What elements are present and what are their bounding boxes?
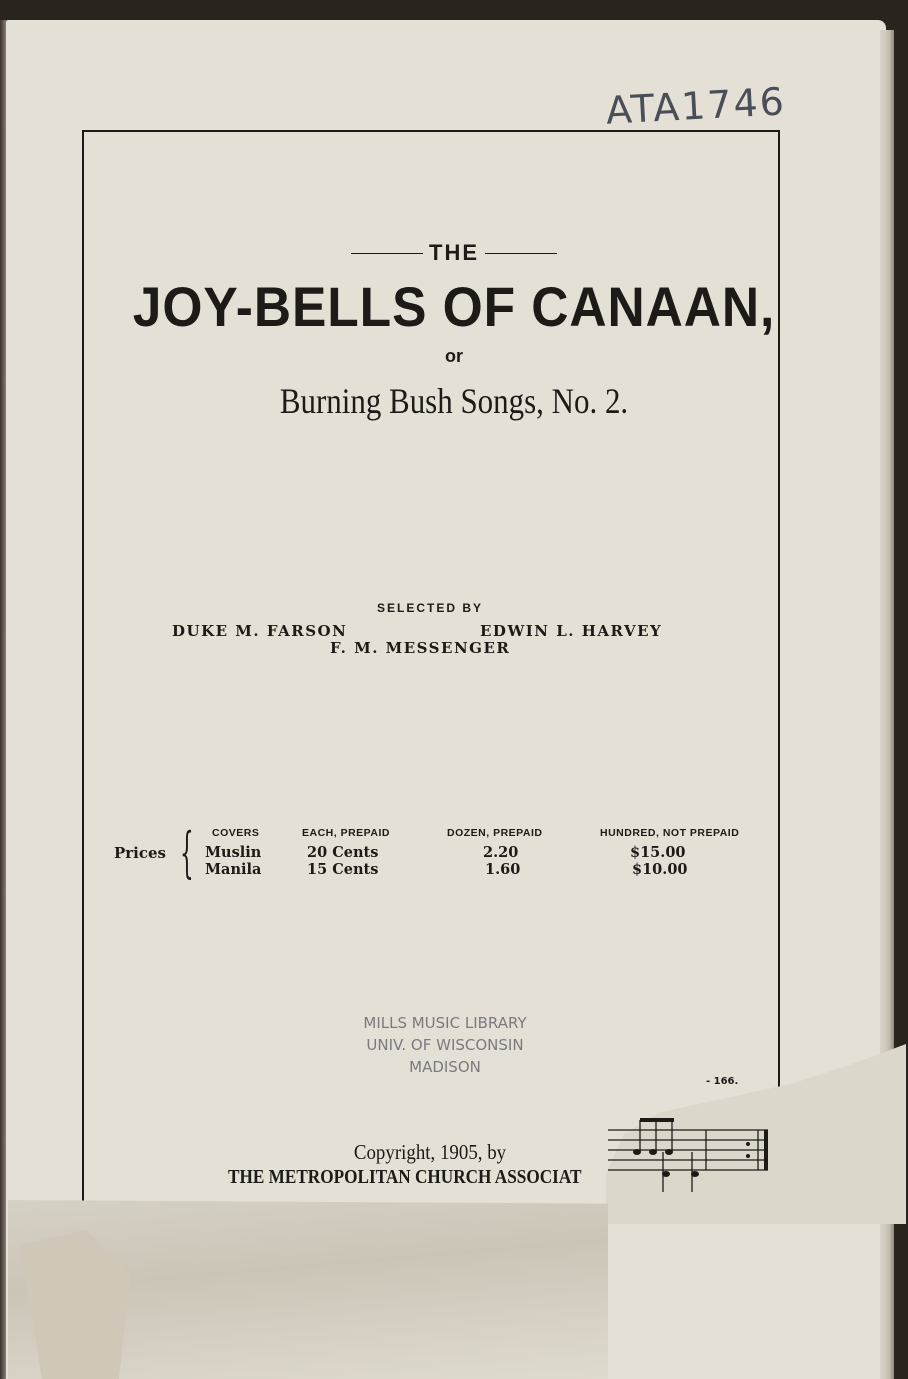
torn-fragment-text: - 166.	[706, 1076, 739, 1087]
editor-harvey: EDWIN L. HARVEY	[480, 622, 663, 640]
stamp-line: MADISON	[409, 1058, 481, 1076]
price-cell: 20 Cents	[307, 844, 379, 861]
library-stamp	[330, 1012, 560, 1078]
prices-label: Prices	[114, 844, 167, 862]
price-cell: $15.00	[630, 844, 686, 861]
price-cell: 2.20	[483, 844, 519, 861]
rule-left	[351, 253, 423, 254]
accession-number: ATA1746	[604, 79, 787, 133]
editor-messenger: F. M. MESSENGER	[330, 639, 511, 657]
price-cell: 1.60	[485, 861, 521, 878]
header-dozen: DOZEN, PREPAID	[447, 827, 543, 839]
title-or: or	[445, 346, 463, 366]
subtitle: Burning Bush Songs, No. 2.	[279, 381, 629, 421]
title-the-text: THE	[429, 240, 479, 265]
header-covers: COVERS	[212, 827, 260, 839]
rule-right	[485, 253, 557, 254]
copyright-line: Copyright, 1905, by	[353, 1140, 507, 1164]
music-notation-fragment	[608, 1112, 774, 1196]
publisher-name: THE METROPOLITAN CHURCH ASSOCIAT	[228, 1166, 582, 1188]
header-hundred: HUNDRED, NOT PREPAID	[600, 827, 740, 839]
price-cell: $10.00	[632, 861, 688, 878]
title-the	[0, 240, 908, 266]
prices-brace: {	[180, 821, 194, 884]
price-cell: 15 Cents	[307, 861, 379, 878]
editor-farson: DUKE M. FARSON	[172, 622, 348, 640]
price-cell: Manila	[205, 861, 262, 878]
price-cell: Muslin	[205, 844, 262, 861]
main-title: JOY-BELLS OF CANAAN,	[132, 275, 776, 338]
stamp-line: UNIV. OF WISCONSIN	[366, 1036, 524, 1054]
stamp-line: MILLS MUSIC LIBRARY	[363, 1014, 527, 1032]
header-each: EACH, PREPAID	[302, 827, 390, 839]
selected-by-label: SELECTED BY	[376, 601, 483, 615]
